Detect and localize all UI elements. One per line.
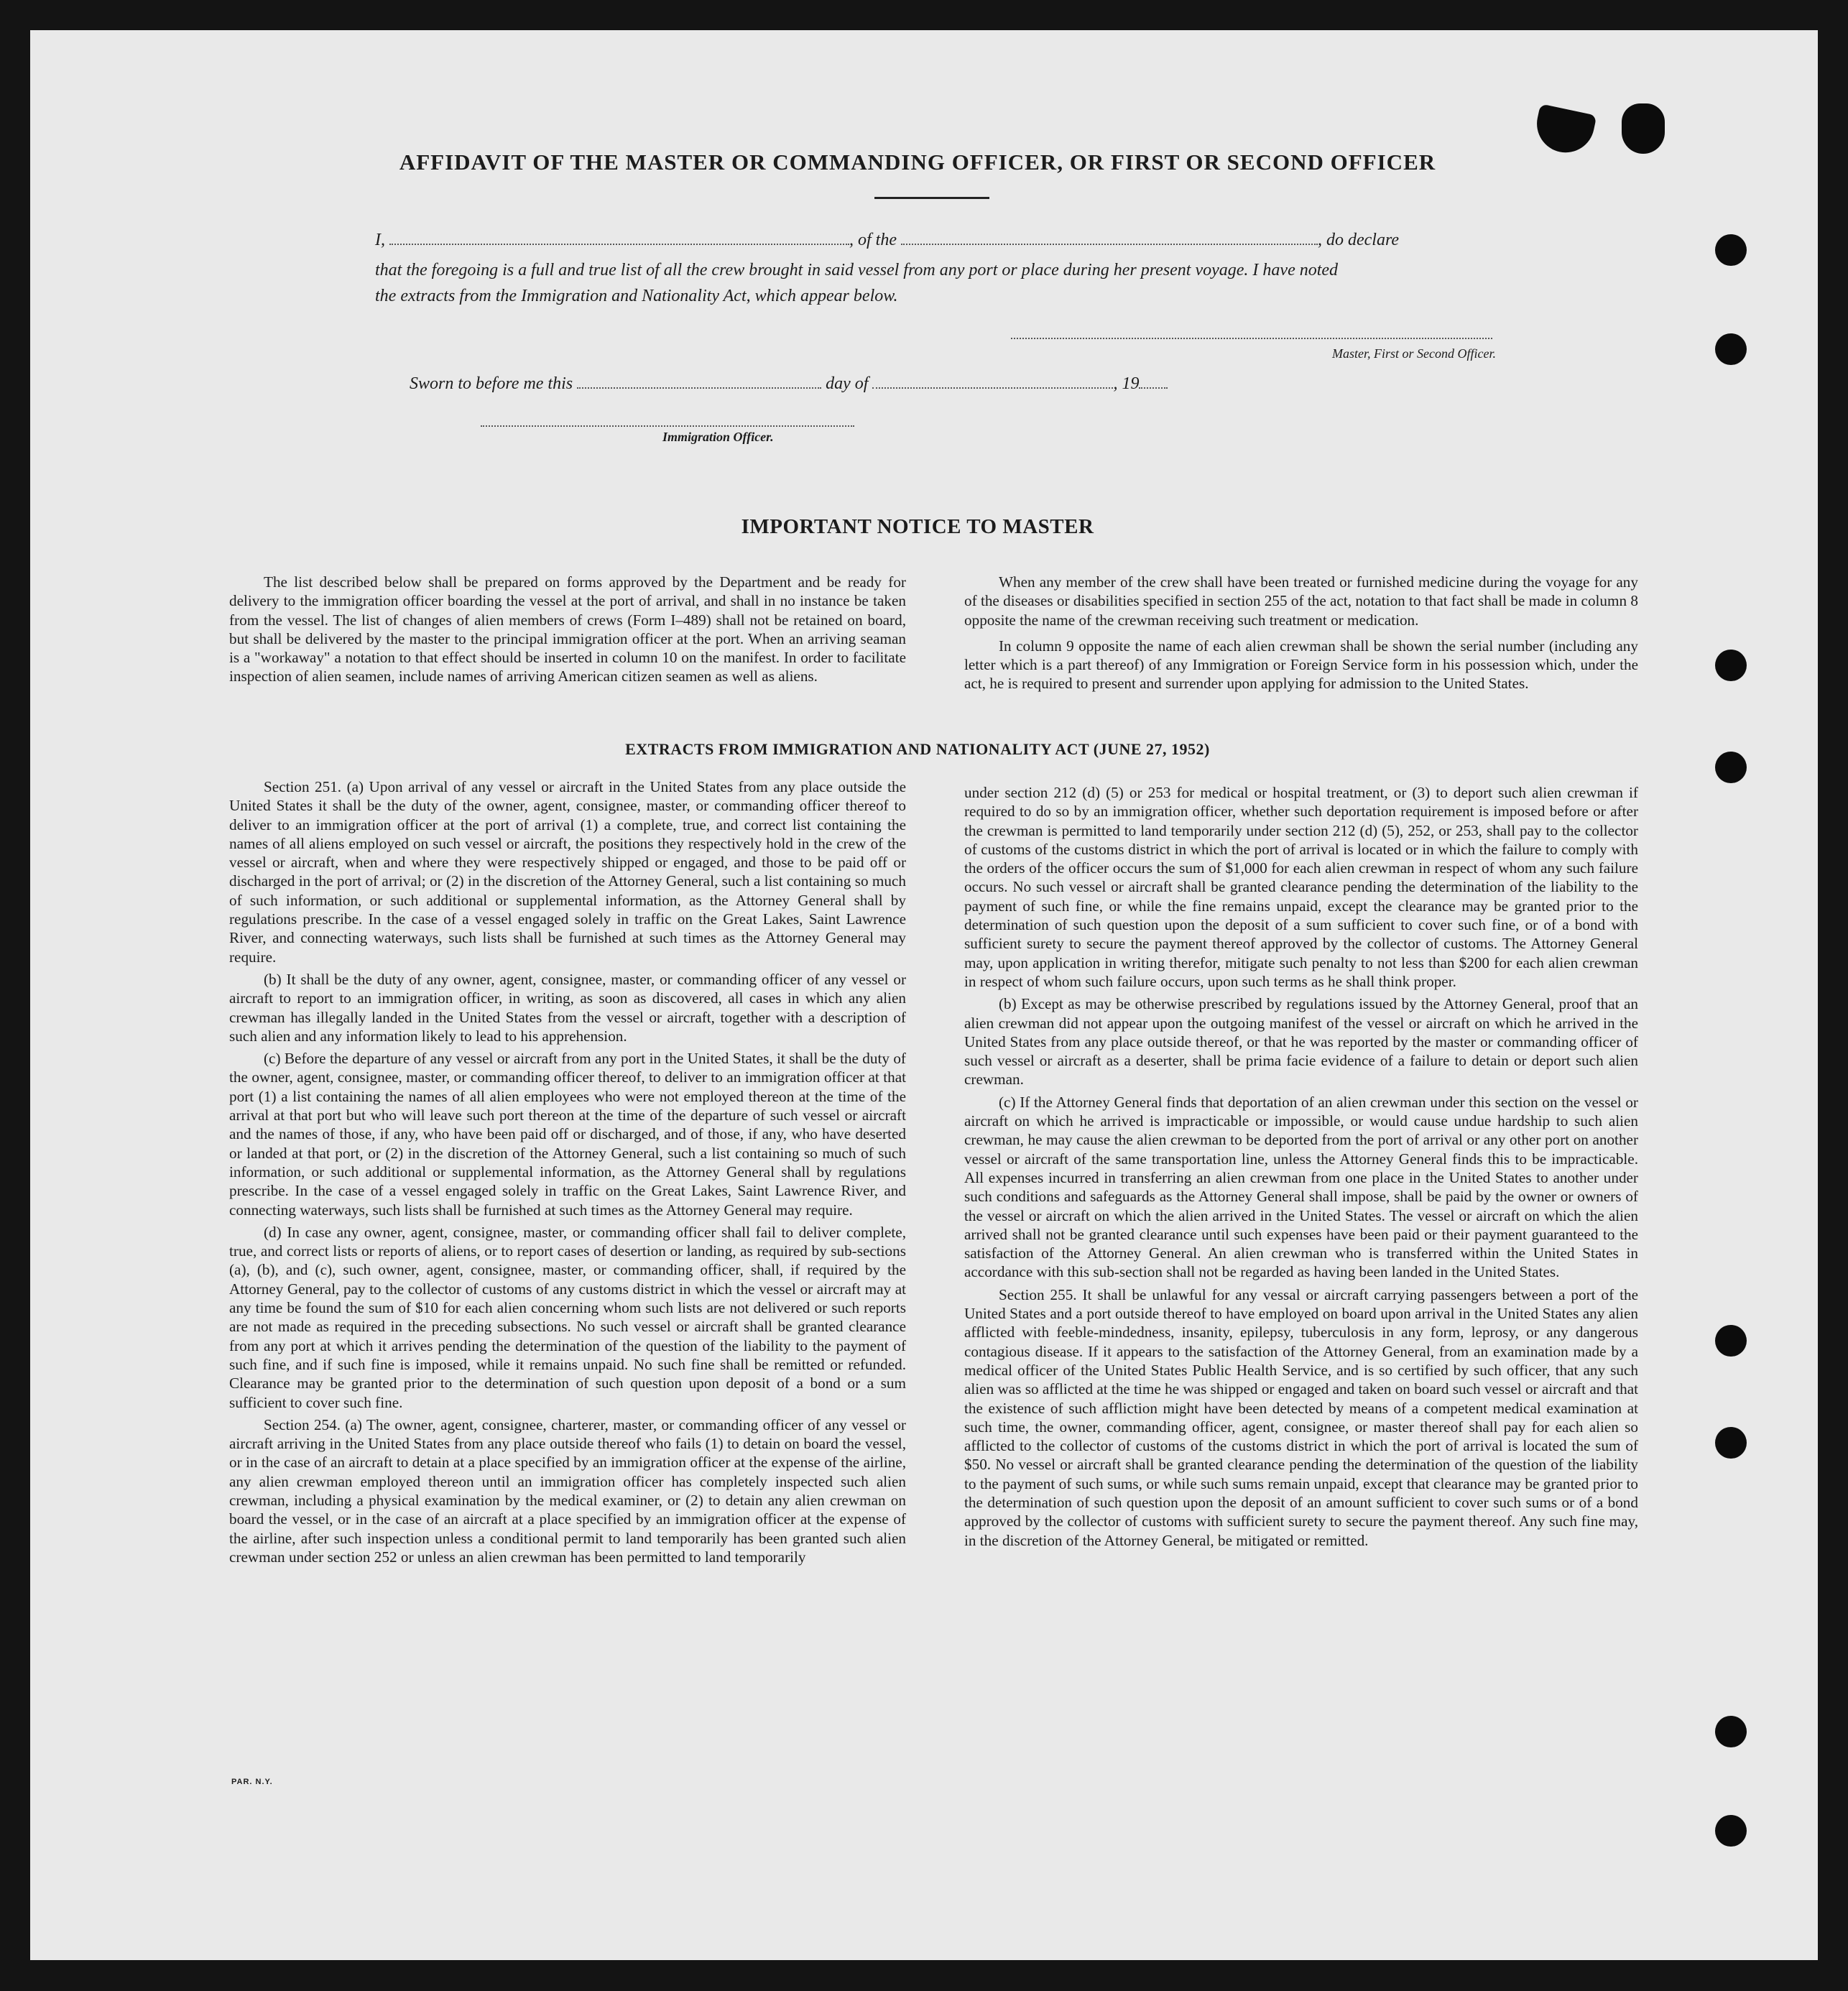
section-251-b: (b) It shall be the duty of any owner, agent, consignee, master, or commanding officer of any vessel or aircraft to report to an immigration officer, in writing, as soon as discovered, all cases in which any alien crewman has illegally landed in the United States from the vessel or aircraft, together with a description of such alien and any information likely to lead to his apprehension. [229, 970, 906, 1045]
declarant-name-field[interactable] [389, 244, 849, 245]
section-254-b: (b) Except as may be otherwise prescribed by regulations issued by the Attorney General, proof that an alien crewman did not appear upon the outgoing manifest of the vessel or aircraft on which he arrived in the United States from any place outside thereof, or that he was reported by the master or commanding officer of such vessel or aircraft as a deserter, shall be prima facie evidence of a failure to detain or deport such alien crewman. [964, 995, 1638, 1089]
section-254-c: (c) If the Attorney General finds that deportation of an alien crewman under this section on the vessel or aircraft on which he arrived is impracticable or impossible, or would cause undue hardship to such alien crewman, he may cause the alien crewman to be deported from the port of arrival or any other port on another vessel or aircraft of the same transportation line, unless the Attorney General finds this to be impracticable. All expenses incurred in transferring an alien crewman from one place in the United States to another under such conditions and safeguards as the Attorney General shall impose, shall be paid by the owner or owners of the vessel or aircraft on which the alien arrived in the United States. The vessel or aircraft on which the alien arrived shall not be granted clearance until such expenses have been paid or their payment guaranteed to the satisfaction of the Attorney General. An alien crewman who is transferred within the United States in accordance with this sub-section shall not be regarded as having been landed in the United States. [964, 1093, 1638, 1281]
master-signature-line[interactable] [1011, 338, 1492, 339]
declarant-prefix: I, [375, 231, 385, 249]
affidavit-title: AFFIDAVIT OF THE MASTER OR COMMANDING OFFICER, OR FIRST OR SECOND OFFICER [399, 149, 1436, 175]
do-declare-label: , do declare [1318, 231, 1400, 249]
section-251-c: (c) Before the departure of any vessel or aircraft from any port in the United States, it shall be the duty of the owner, agent, consignee, master, or commanding officer thereof, to deliver to an immigration officer at that port (1) a list containing the names of all alien employees who were not employed thereon at the time of the arrival at that port but who will leave such port thereon at the time of the departure of such vessel or aircraft and the names of those, if any, who have been paid off or discharged, and of those, if any, who have deserted or landed at that port, or (2) in the discretion of the Attorney General, such a list containing so much of such information, or such additional or supplemental information, as the Attorney General shall by regulations prescribe. In the case of a vessel engaged solely in traffic on the Great Lakes, Saint Lawrence River, and connecting waterways, such lists shall be furnished at such times as the Attorney General may require. [229, 1050, 906, 1219]
printer-mark: PAR. N.Y. [231, 1778, 273, 1786]
punch-hole [1715, 650, 1747, 681]
section-254-a-continued: under section 212 (d) (5) or 253 for medical or hospital treatment, or (3) to deport such alien crewman if required to do so by an immigration officer, whether such deportation requirement is imposed before or after the crewman is permitted to land temporarily under section 212 (d) (5), 252, or 253, shall pay to the collector of customs of the customs district in which the port of arrival is located or in which the failure to comply with the orders of the officer occurs the sum of $1,000 for each alien crewman in respect of whom any such failure occurs. No such vessel or aircraft shall be granted clearance pending the determination of the liability to the payment of such fine, or while the fine remains unpaid, except the clearance may be granted prior to the determination of such question upon the deposit of a sum sufficient to cover such fine, or of a bond with sufficient surety to secure the payment thereof approved by the collector of customs. The Attorney General may, upon application in writing therefor, mitigate such penalty to not less than $200 for each alien crewman in respect of whom such failure occurs, upon such terms as he shall think proper. [964, 784, 1638, 990]
notice-right-column [964, 573, 1638, 697]
binder-mark-right [1622, 103, 1665, 154]
year-label: , 19 [1113, 374, 1140, 393]
sworn-day-field[interactable] [577, 387, 821, 389]
punch-hole [1715, 752, 1747, 783]
extracts-title: EXTRACTS FROM IMMIGRATION AND NATIONALITY ACT (JUNE 27, 1952) [625, 740, 1210, 758]
punch-hole [1715, 333, 1747, 365]
day-of-label: day of [826, 374, 869, 393]
declaration-line-3: the extracts from the Immigration and Nationality Act, which appear below. [375, 287, 898, 305]
officer-signature-line[interactable] [481, 425, 854, 427]
punch-hole [1715, 1815, 1747, 1847]
notice-right-paragraph-1: When any member of the crew shall have been treated or furnished medicine during the voyage for any of the diseases or disabilities specified in section 255 of the act, notation to that fact shall be made in column 8 opposite the name of the crewman receiving such treatment or medication. [964, 573, 1638, 629]
section-251-a: Section 251. (a) Upon arrival of any vessel or aircraft in the United States from any place outside the United States it shall be the duty of the owner, agent, consignee, master, or commanding officer thereof to deliver to an immigration officer at the port of arrival (1) a complete, true, and correct list containing the names of all aliens employed on such vessel or aircraft, the positions they respectively hold in the crew of the vessel or aircraft, when and where they were respectively shipped or engaged, and those to be paid off or discharged in the port of arrival; or (2) in the discretion of the Attorney General, such a list containing so much of such information, or such additional or supplemental information, as the Attorney General shall by regulations prescribe. In the case of a vessel engaged solely in traffic on the Great Lakes, Saint Lawrence River, and connecting waterways, such lists shall be furnished at such times as the Attorney General may require. [229, 778, 906, 966]
section-255: Section 255. It shall be unlawful for any vessal or aircraft carrying passengers between a port of the United States and a port outside thereof to have employed on board upon arrival in the United States any alien afflicted with feeble-mindedness, insanity, epilepsy, tuberculosis in any form, leprosy, or any dangerous contagious disease. If it appears to the satisfaction of the Attorney General, from an examination made by a medical officer of the United States Public Health Service, and is so certified by such officer, that any such alien was so afflicted at the time he was shipped or engaged and taken on board such vessel or aircraft and that the existence of such affliction might have been detected by means of a competent medical examination at such time, the owner, commanding officer, agent, consignee, or master thereof shall pay for each alien so afflicted to the collector of customs of the customs district in which the port of arrival is located the sum of $50. No vessel or aircraft shall be granted clearance pending the determination of the question of the liability to the payment of such sums, or while such sums remain unpaid, except that clearance may be granted prior to the determination of such question upon the deposit of an amount sufficient to cover such sums or of a bond approved by the collector of customs with sufficient surety to secure the payment thereof. Any such fine may, in the discretion of the Attorney General, be mitigated or remitted. [964, 1285, 1639, 1549]
sworn-month-field[interactable] [872, 387, 1113, 389]
sworn-prefix: Sworn to before me this [410, 374, 573, 393]
notice-title: IMPORTANT NOTICE TO MASTER [741, 515, 1094, 538]
section-254-a: Section 254. (a) The owner, agent, consignee, charterer, master, or commanding officer of any vessel or aircraft arriving in the United States from any place outside thereof who fails (1) to detain on board the vessel, or in the case of an aircraft to detain at a place specified by an immigration officer at the expense of the airline, any alien crewman employed thereon until an immigration officer has completely inspected such alien crewman, including a physical examination by the medical examiner, or (2) to detain any alien crewman on board the vessel, or in the case of an aircraft at a place specified by an immigration officer at the expense of the airline, after such inspection unless a conditional permit to land temporarily has been granted such alien crewman under section 252 or unless an alien crewman has been permitted to land temporarily [229, 1415, 906, 1566]
of-the-label: , of the [849, 231, 897, 249]
document-page [30, 30, 1818, 1960]
title-rule [874, 197, 989, 199]
section-251-d: (d) In case any owner, agent, consignee, master, or commanding officer shall fail to deliver complete, true, and correct lists or reports of aliens, or to report cases of desertion or landing, as required by sub-sections (a), (b), and (c), such owner, agent, consignee, master, or commanding officer, shall, if required by the Attorney General, pay to the collector of customs of any customs district in which the vessel or aircraft may at any time be found the sum of $10 for each alien concerning whom such lists are not delivered or such reports are not made as required in the preceding subsections. No such vessel or aircraft shall be granted clearance from any port at which it arrives pending the determination of the question of the liability to the payment of such fine, and if such fine is imposed, while it remains unpaid. No such fine shall be remitted or refunded. Clearance may be granted prior to the determination of such question upon deposit of a bond or a sum sufficient to cover such fine. [229, 1223, 906, 1411]
punch-hole [1715, 1716, 1747, 1747]
sworn-year-field[interactable] [1139, 387, 1168, 389]
punch-hole [1715, 1325, 1747, 1357]
extracts-right-column [964, 783, 1638, 1553]
punch-hole [1715, 234, 1747, 266]
sworn-line [410, 369, 1344, 398]
officer-label: Immigration Officer. [662, 430, 774, 444]
declaration-line-2: that the foregoing is a full and true list of all the crew brought in said vessel from any port or place during her present voyage. I have noted [375, 261, 1339, 280]
notice-left-column [229, 573, 906, 690]
notice-left-paragraph: The list described below shall be prepared on forms approved by the Department and be ready for delivery to the immigration officer boarding the vessel at the port of arrival, and shall in no instance be taken from the vessel. The list of changes of alien members of crews (Form I–489) shall not be retained on board, but shall be delivered by the master to the principal immigration officer at the port. When an arriving seaman is a "workaway" a notation to that effect should be inserted in column 10 on the manifest. In order to facilitate inspection of alien seamen, include names of arriving American citizen seamen as well as aliens. [229, 573, 906, 685]
notice-right-paragraph-2: In column 9 opposite the name of each alien crewman shall be shown the serial number (including any letter which is a part thereof) of any Immigration or Foreign Service form in his possession which, under the act, he is required to present and surrender upon applying for admission to the United States. [964, 637, 1638, 693]
declaration-line-1 [375, 226, 1496, 254]
master-label: Master, First or Second Officer. [1332, 346, 1496, 361]
vessel-name-field[interactable] [901, 244, 1318, 245]
punch-hole [1715, 1427, 1747, 1459]
extracts-left-column [229, 777, 906, 1570]
